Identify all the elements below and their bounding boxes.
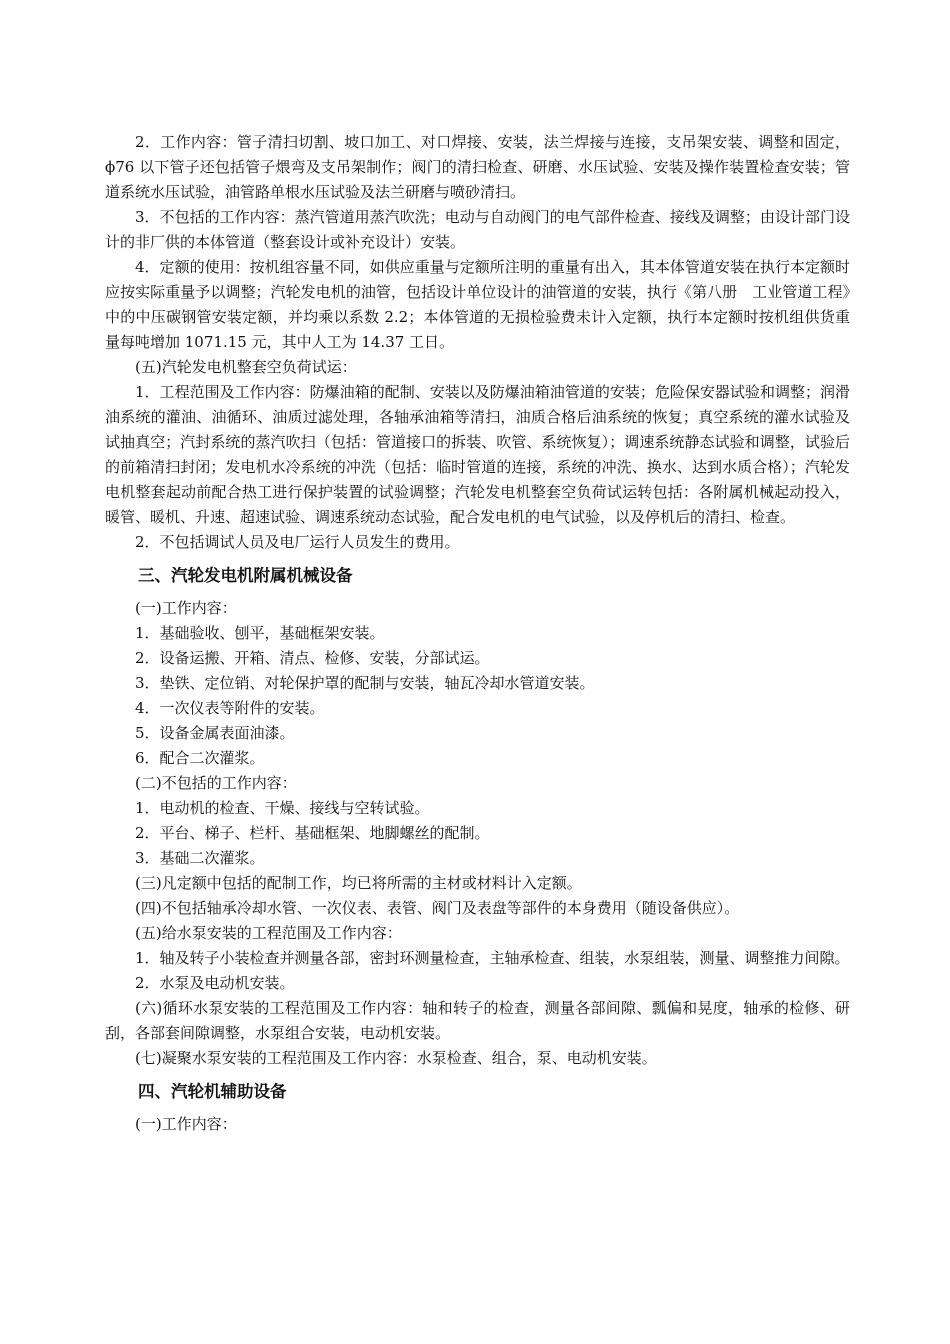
paragraph: 1．轴及转子小装检查并测量各部，密封环测量检查，主轴承检查、组装，水泵组装，测量、调整推力间隙。 [135,949,850,967]
paragraph: (五)汽轮发电机整套空负荷试运： [135,358,357,376]
paragraph: 2．不包括调试人员及电厂运行人员发生的费用。 [135,533,460,551]
document-page [105,130,850,1137]
section-heading: 四、汽轮机辅助设备 [138,1082,287,1101]
paragraph: (二)不包括的工作内容： [135,774,297,792]
paragraph: 4．定额的使用：按机组容量不同，如供应重量与定额所注明的重量有出入，其本体管道安装在执行本定额时应按实际重量予以调整；汽轮发电机的油管，包括设计单位设计的油管道的安装，执行《第八册 工业管道工程》中的中压碳钢管安装定额，并均乘以系数 2.2；本体管道的无损检验费未计入定额，执行本定额时按机组供货重量每吨增加 1071.15 元，其中人工为 14.37 工日。 [105,258,850,351]
paragraph: (五)给水泵安装的工程范围及工作内容： [135,924,402,942]
paragraph: 3．不包括的工作内容：蒸汽管道用蒸汽吹洗；电动与自动阀门的电气部件检查、接线及调整；由设计部门设计的非厂供的本体管道（整套设计或补充设计）安装。 [105,208,850,251]
paragraph: (六)循环水泵安装的工程范围及工作内容：轴和转子的检查，测量各部间隙、瓢偏和晃度，轴承的检修、研刮，各部套间隙调整，水泵组合安装，电动机安装。 [105,999,850,1042]
paragraph: 5．设备金属表面油漆。 [135,724,295,742]
paragraph: 1．电动机的检查、干燥、接线与空转试验。 [135,799,430,817]
paragraph: 3．基础二次灌浆。 [135,849,265,867]
paragraph: 2．平台、梯子、栏杆、基础框架、地脚螺丝的配制。 [135,824,490,842]
section-heading: 三、汽轮发电机附属机械设备 [138,566,353,585]
paragraph: (三)凡定额中包括的配制工作，均已将所需的主材或材料计入定额。 [135,874,582,892]
paragraph: (一)工作内容： [135,1115,237,1133]
paragraph: 6．配合二次灌浆。 [135,749,265,767]
paragraph: (七)凝聚水泵安装的工程范围及工作内容：水泵检查、组合，泵、电动机安装。 [135,1049,657,1067]
paragraph: 2．工作内容：管子清扫切割、坡口加工、对口焊接、安装，法兰焊接与连接，支吊架安装、调整和固定，ϕ76 以下管子还包括管子煨弯及支吊架制作；阀门的清扫检查、研磨、水压试验、安装及操作装置检查安装；管道系统水压试验，油管路单根水压试验及法兰研磨与喷砂清扫。 [105,133,850,201]
paragraph: 3．垫铁、定位销、对轮保护罩的配制与安装，轴瓦冷却水管道安装。 [135,674,595,692]
paragraph: (四)不包括轴承冷却水管、一次仪表、表管、阀门及表盘等部件的本身费用（随设备供应）。 [135,899,740,917]
paragraph: 1．工程范围及工作内容：防爆油箱的配制、安装以及防爆油箱油管道的安装；危险保安器试验和调整；润滑油系统的灌油、油循环、油质过滤处理，各轴承油箱等清扫，油质合格后油系统的恢复；真空系统的灌水试验及试抽真空；汽封系统的蒸汽吹扫（包括：管道接口的拆装、吹管、系统恢复）；调速系统静态试验和调整，试验后的前箱清扫封闭；发电机水冷系统的冲洗（包括：临时管道的连接，系统的冲洗、换水、达到水质合格）；汽轮发电机整套起动前配合热工进行保护装置的试验调整；汽轮发电机整套空负荷试运转包括：各附属机械起动投入，暖管、暖机、升速、超速试验、调速系统动态试验，配合发电机的电气试验，以及停机后的清扫、检查。 [105,383,850,526]
paragraph: 2．水泵及电动机安装。 [135,974,295,992]
paragraph: 4．一次仪表等附件的安装。 [135,699,325,717]
paragraph: (一)工作内容： [135,599,237,617]
paragraph: 1．基础验收、刨平，基础框架安装。 [135,624,385,642]
paragraph: 2．设备运搬、开箱、清点、检修、安装，分部试运。 [135,649,490,667]
